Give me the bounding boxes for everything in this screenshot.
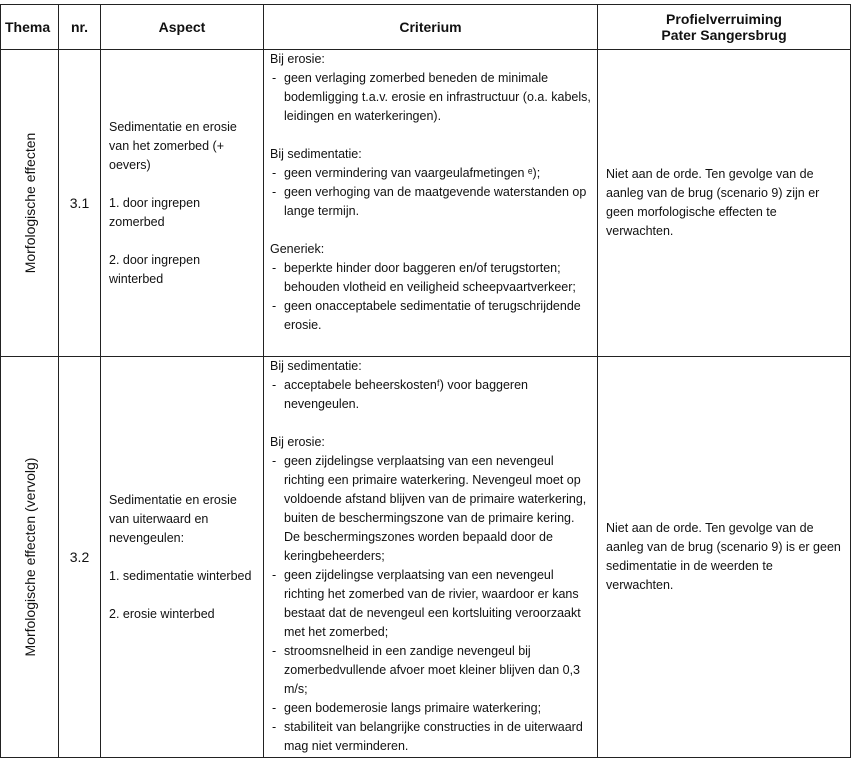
criterium-group-title: Bij erosie: bbox=[270, 52, 325, 66]
thema-cell bbox=[1, 357, 59, 758]
list-item: - beperkte hinder door baggeren en/of terugstorten; behouden vlotheid en veiligheid scheepvaartverkeer; bbox=[270, 259, 591, 297]
aspect-item: 2. door ingrepen winterbed bbox=[109, 252, 201, 286]
header-profiel-line2: Pater Sangersbrug bbox=[661, 27, 787, 43]
aspect-cell bbox=[101, 50, 264, 357]
header-row bbox=[1, 5, 851, 50]
profiel-cell: Niet aan de orde. Ten gevolge van de aanleg van de brug (scenario 9) zijn er geen morfologische effecten te verwachten. bbox=[598, 50, 851, 357]
header-criterium: Criterium bbox=[264, 5, 598, 50]
thema-label: Morfologische effecten (vervolg) bbox=[21, 457, 38, 657]
aspect-item: 1. sedimentatie winterbed bbox=[109, 568, 252, 583]
header-thema: Thema bbox=[1, 5, 59, 50]
header-profiel bbox=[598, 5, 851, 50]
criterium-list bbox=[270, 69, 591, 126]
header-profiel-line1: Profielverruiming bbox=[666, 11, 782, 27]
nr-cell: 3.2 bbox=[59, 357, 101, 758]
criteria-table bbox=[0, 4, 851, 758]
list-item: - geen zijdelingse verplaatsing van een nevengeul richting het zomerbed van de rivier, waardoor er kans bestaat dat de nevengeul een kortsluiting veroorzaakt met het zomerbed; bbox=[270, 566, 591, 642]
nr-cell: 3.1 bbox=[59, 50, 101, 357]
list-item: - geen onacceptabele sedimentatie of terugschrijdende erosie. bbox=[270, 297, 591, 335]
criterium-list bbox=[270, 259, 591, 335]
list-item: - geen bodemerosie langs primaire waterkering; bbox=[270, 699, 591, 718]
list-item: - geen verhoging van de maatgevende waterstanden op lange termijn. bbox=[270, 183, 591, 221]
aspect-item: 2. erosie winterbed bbox=[109, 606, 215, 621]
list-item: - geen vermindering van vaargeulafmetingen ᵉ); bbox=[270, 164, 591, 183]
criteria-table-wrapper bbox=[0, 4, 852, 758]
list-item: - stabiliteit van belangrijke constructies in de uiterwaard mag niet verminderen. bbox=[270, 718, 591, 756]
criterium-list bbox=[270, 164, 591, 221]
header-nr: nr. bbox=[59, 5, 101, 50]
criterium-group-title: Generiek: bbox=[270, 242, 325, 256]
criterium-group-title: Bij sedimentatie: bbox=[270, 359, 362, 373]
criterium-cell bbox=[264, 50, 598, 357]
criterium-list bbox=[270, 376, 591, 414]
criterium-cell bbox=[264, 357, 598, 758]
list-item: - geen zijdelingse verplaatsing van een nevengeul richting een primaire waterkering. Nevengeul moet op voldoende afstand blijven van de primaire waterkering, buiten de beschermingszone van de primaire kering. De beschermingszones worden bepaald door de keringbeheerders; bbox=[270, 452, 591, 566]
list-item: - acceptabele beheerskostenᶠ) voor baggeren nevengeulen. bbox=[270, 376, 591, 414]
table-row bbox=[1, 357, 851, 758]
aspect-item: 1. door ingrepen zomerbed bbox=[109, 195, 201, 229]
aspect-intro: Sedimentatie en erosie van het zomerbed (+ oevers) bbox=[109, 119, 237, 172]
profiel-cell: Niet aan de orde. Ten gevolge van de aanleg van de brug (scenario 9) is er geen sedimentatie in de weerden te verwachten. bbox=[598, 357, 851, 758]
criterium-group-title: Bij sedimentatie: bbox=[270, 147, 362, 161]
table-row bbox=[1, 50, 851, 357]
criterium-group-title: Bij erosie: bbox=[270, 435, 325, 449]
thema-label: Morfologische effecten bbox=[21, 132, 38, 274]
aspect-intro: Sedimentatie en erosie van uiterwaard en nevengeulen: bbox=[109, 492, 237, 545]
list-item: - geen verlaging zomerbed beneden de minimale bodemligging t.a.v. erosie en infrastructuur (o.a. kabels, leidingen en waterkeringen). bbox=[270, 69, 591, 126]
aspect-cell bbox=[101, 357, 264, 758]
criterium-list bbox=[270, 452, 591, 756]
list-item: - stroomsnelheid in een zandige nevengeul bij zomerbedvullende afvoer moet kleiner blijven dan 0,3 m/s; bbox=[270, 642, 591, 699]
thema-cell bbox=[1, 50, 59, 357]
header-aspect: Aspect bbox=[101, 5, 264, 50]
